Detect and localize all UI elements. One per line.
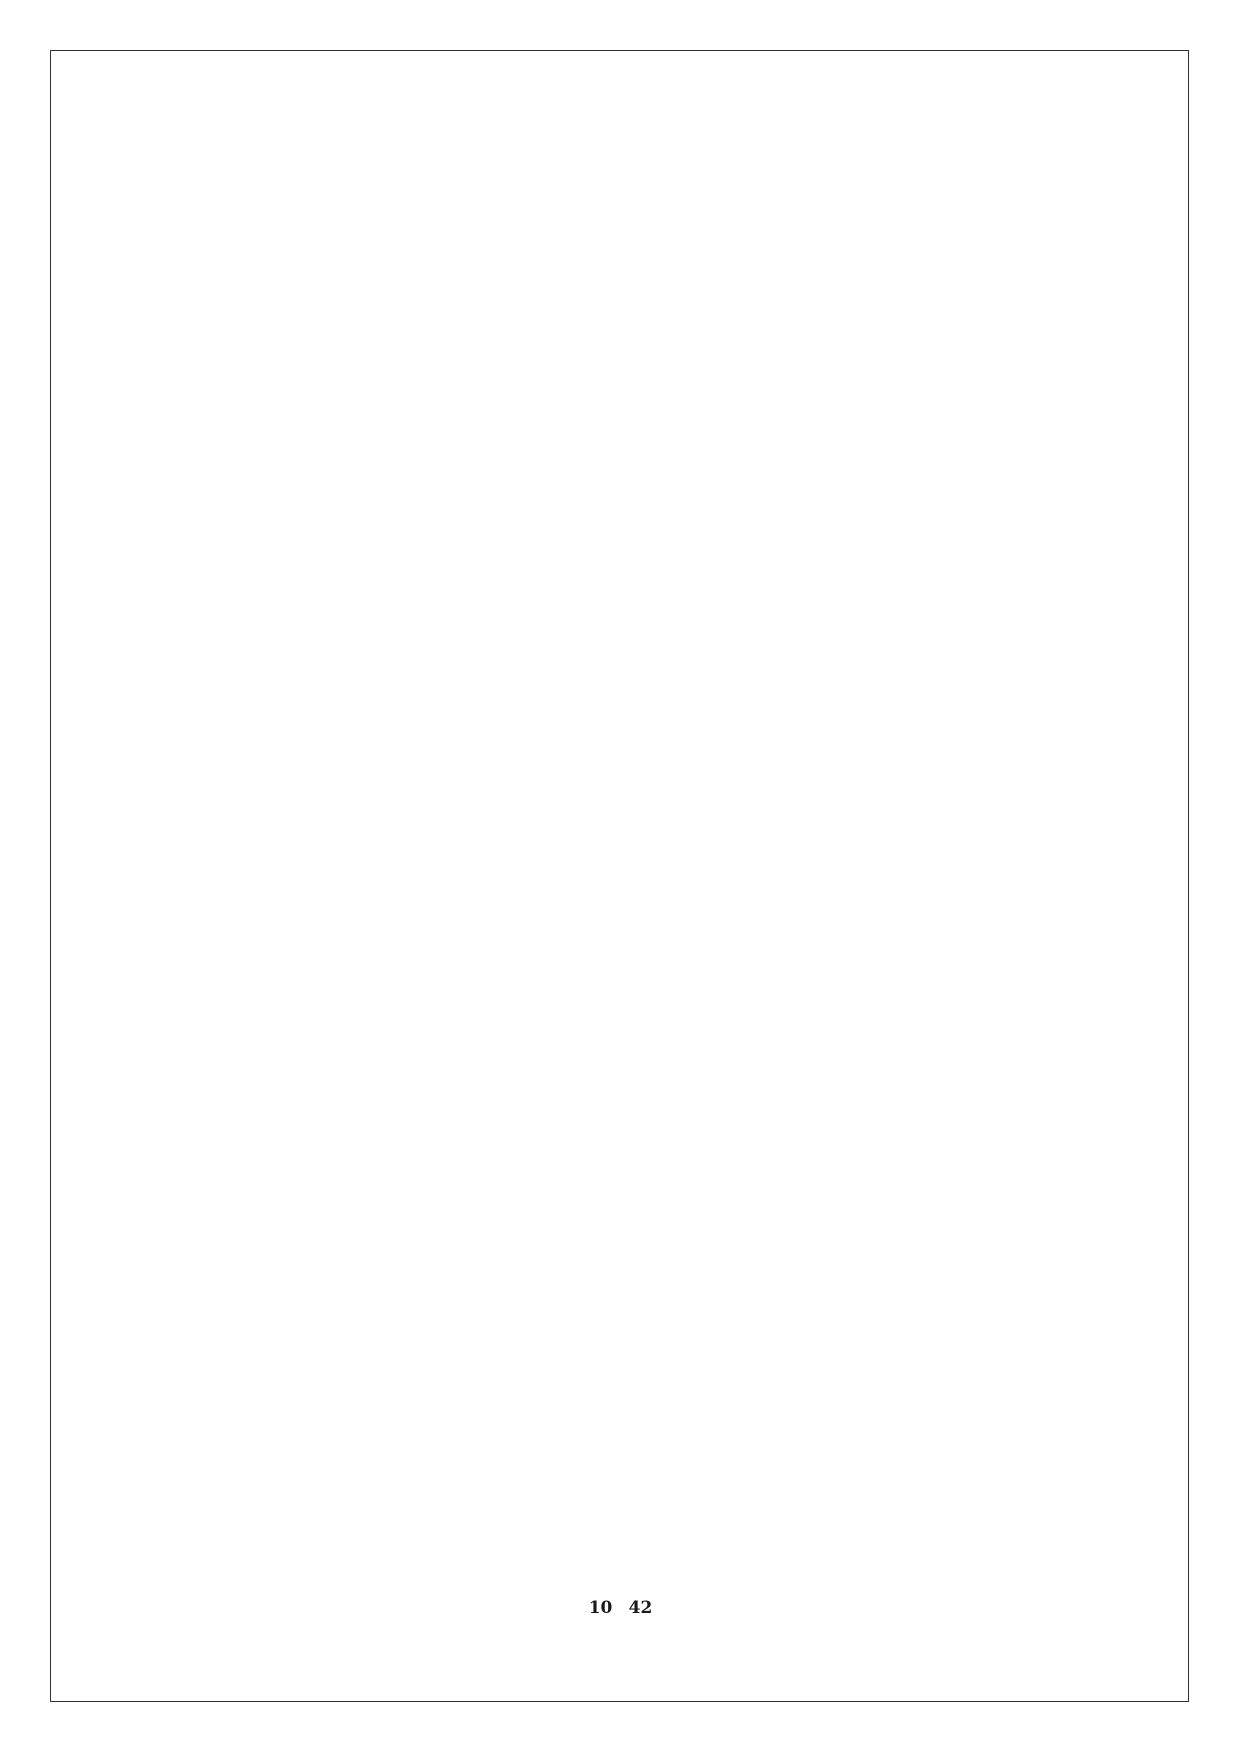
paragraph-line (151, 657, 1091, 728)
paragraph-line (151, 231, 1091, 302)
paragraph-line (151, 1296, 1091, 1367)
total-page-count: 42 (628, 1598, 653, 1618)
paragraph-line (151, 1225, 1091, 1296)
paragraph-line (151, 1012, 1091, 1083)
section-heading (151, 444, 1091, 515)
document-body (151, 160, 1091, 1367)
paragraph-line (151, 302, 1091, 373)
paragraph-line (151, 728, 1091, 799)
paragraph-line (151, 373, 1091, 444)
paragraph-line (151, 515, 1091, 586)
section-heading (151, 1154, 1091, 1225)
page-number-footer (0, 1597, 1241, 1619)
paragraph-line (151, 799, 1091, 870)
paragraph-line (151, 941, 1091, 1012)
paragraph-line (151, 160, 1091, 231)
current-page-number: 10 (588, 1598, 613, 1618)
article-title (151, 1083, 1091, 1154)
paragraph-line (151, 870, 1091, 941)
paragraph-line (151, 586, 1091, 657)
